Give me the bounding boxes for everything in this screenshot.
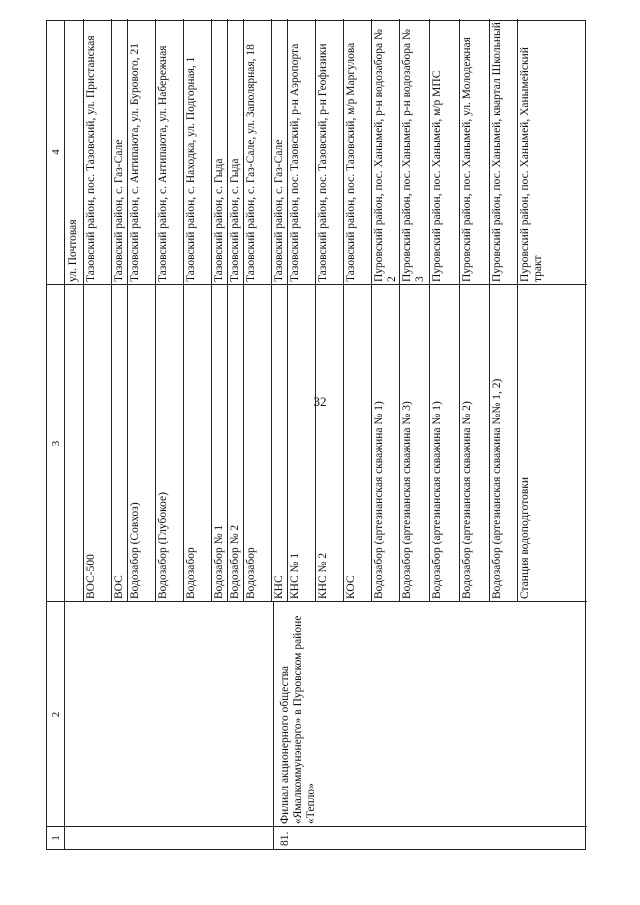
object-name-cell: КНС № 1 (289, 552, 301, 599)
object-name-cell: ВОС (113, 575, 125, 599)
address-cell: Тазовский район, пос. Тазовский, р-н Аэропорта (289, 43, 301, 282)
header-col-2: 2 (50, 711, 62, 718)
object-name-cell: Водозабор (артезианская скважина №№ 1, 2) (491, 378, 503, 599)
address-cell: Тазовский район, с. Газ-Сале (273, 139, 285, 282)
object-name-cell: Водозабор (185, 547, 197, 599)
address-cell: Тазовский район, пос. Тазовский, ул. Пристанская (85, 35, 97, 282)
object-name-cell: Водозабор (артезианская скважина № 3) (401, 401, 413, 599)
address-cell: Пуровский район, пос. Ханымей, р-н водозабора № 2 (373, 28, 398, 282)
address-cell: Пуровский район, пос. Ханымей, Ханымейский тракт (519, 47, 544, 282)
object-name-cell: ВОС-500 (85, 554, 97, 599)
object-name-cell: Водозабор (Совхоз) (129, 502, 141, 599)
object-name-cell: Водозабор (245, 547, 257, 599)
rotated-table-wrapper (46, 20, 586, 850)
header-col-3: 3 (50, 440, 62, 447)
object-name-cell: Водозабор (Глубокое) (157, 492, 169, 599)
object-name-cell: КНС (273, 575, 285, 599)
address-cell: Пуровский район, пос. Ханымей, квартал Школьный (491, 22, 503, 282)
address-cell: Тазовский район, с. Газ-Сале (113, 139, 125, 282)
object-name-cell: КОС (345, 575, 357, 599)
object-name-cell: КНС № 2 (317, 552, 329, 599)
address-cell: Тазовский район, с. Гыда (213, 158, 225, 282)
address-cell: Пуровский район, пос. Ханымей, ул. Молодежная (461, 37, 473, 282)
address-cell: Тазовский район, пос. Тазовский, р-н Геофизики (317, 43, 329, 282)
object-name-cell: Водозабор № 1 (213, 524, 225, 599)
address-cell: Пуровский район, пос. Ханымей, м/р МПС (431, 70, 443, 282)
address-cell: Тазовский район, пос. Тазовский, м/р Маргулова (345, 42, 357, 282)
address-cell: Тазовский район, с. Антипаюта, ул. Бурового, 21 (129, 42, 141, 282)
registry-table (46, 20, 586, 850)
org-number: 81. (279, 831, 291, 846)
address-cell: Тазовский район, с. Газ-Сале, ул. Заполярная, 18 (245, 44, 257, 282)
header-col-4: 4 (50, 149, 62, 155)
object-name-cell: Станция водоподготовки (519, 476, 531, 599)
header-col-1: 1 (50, 835, 62, 841)
object-name-cell: Водозабор (артезианская скважина № 1) (431, 401, 443, 599)
address-cell: ул. Почтовая (67, 219, 79, 282)
address-cell: Пуровский район, пос. Ханымей, р-н водозабора № 3 (401, 28, 426, 282)
object-name-cell: Водозабор (артезианская скважина № 2) (461, 401, 473, 599)
object-name-cell: Водозабор (артезианская скважина № 1) (373, 401, 385, 599)
address-cell: Тазовский район, с. Гыда (229, 158, 241, 282)
address-cell: Тазовский район, с. Находка, ул. Подгорная, 1 (185, 56, 197, 282)
org-top-border (273, 602, 274, 849)
org-name: Филиал акционерного общества «Ямалкоммунэнерго» в Пуровском районе «Тепло» (279, 615, 317, 824)
address-cell: Тазовский район, с. Антипаюта, ул. Набережная (157, 45, 169, 282)
table-header-row (47, 21, 65, 849)
object-name-cell: Водозабор № 2 (229, 524, 241, 599)
object-name-cell (65, 285, 83, 602)
page-number: 32 (313, 394, 327, 409)
